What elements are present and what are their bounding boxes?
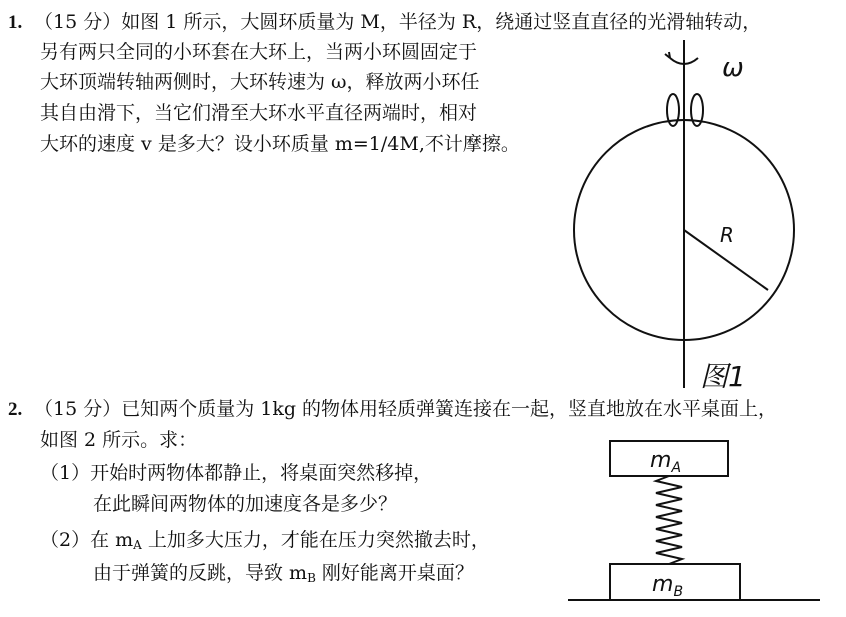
problem1-line-5: 大环的速度 v 是多大？设小环质量 m=1/4M,不计摩擦。	[40, 133, 520, 155]
problem1-number: 1.	[8, 12, 23, 33]
problem2-q1-line-1: （1）开始时两物体都静止，将桌面突然移掉，	[40, 462, 433, 484]
radius-label: R	[720, 223, 734, 247]
problem2-q1-line-2: 在此瞬间两物体的加速度各是多少？	[93, 493, 398, 515]
problem2-q2-line-2: 由于弹簧的反跳，导致 $m_B$ 刚好能离开桌面？	[93, 562, 474, 585]
figure-1	[574, 40, 794, 388]
figure-1-caption: 图1	[700, 360, 746, 393]
omega-label: ω	[722, 53, 744, 83]
spring	[656, 476, 682, 564]
block-b-label: $m_B$	[652, 572, 684, 600]
problem2-q2-line-1: （2）在 $m_A$ 上加多大压力，才能在压力突然撤去时，	[40, 529, 490, 552]
problem2-line-2: 如图 2 所示。求：	[40, 429, 198, 451]
problem2-number: 2.	[8, 399, 23, 420]
problem1-line-3: 大环顶端转轴两侧时，大环转速为 ω，释放两小环任	[40, 71, 480, 93]
problem1-text-1: （15 分）如图 1 所示，大圆环质量为 M，半径为 R，绕通过竖直直径的光滑轴转动，	[34, 11, 762, 33]
problem2-text-1: （15 分）已知两个质量为 1kg 的物体用轻质弹簧连接在一起，竖直地放在水平桌面上，	[34, 398, 778, 420]
problem1-line-4: 其自由滑下，当它们滑至大环水平直径两端时，相对	[40, 102, 478, 124]
block-a-label: $m_A$	[650, 448, 682, 476]
figure-2	[568, 441, 820, 600]
problem1-line-2: 另有两只全同的小环套在大环上，当两小环圆固定于	[40, 41, 478, 63]
